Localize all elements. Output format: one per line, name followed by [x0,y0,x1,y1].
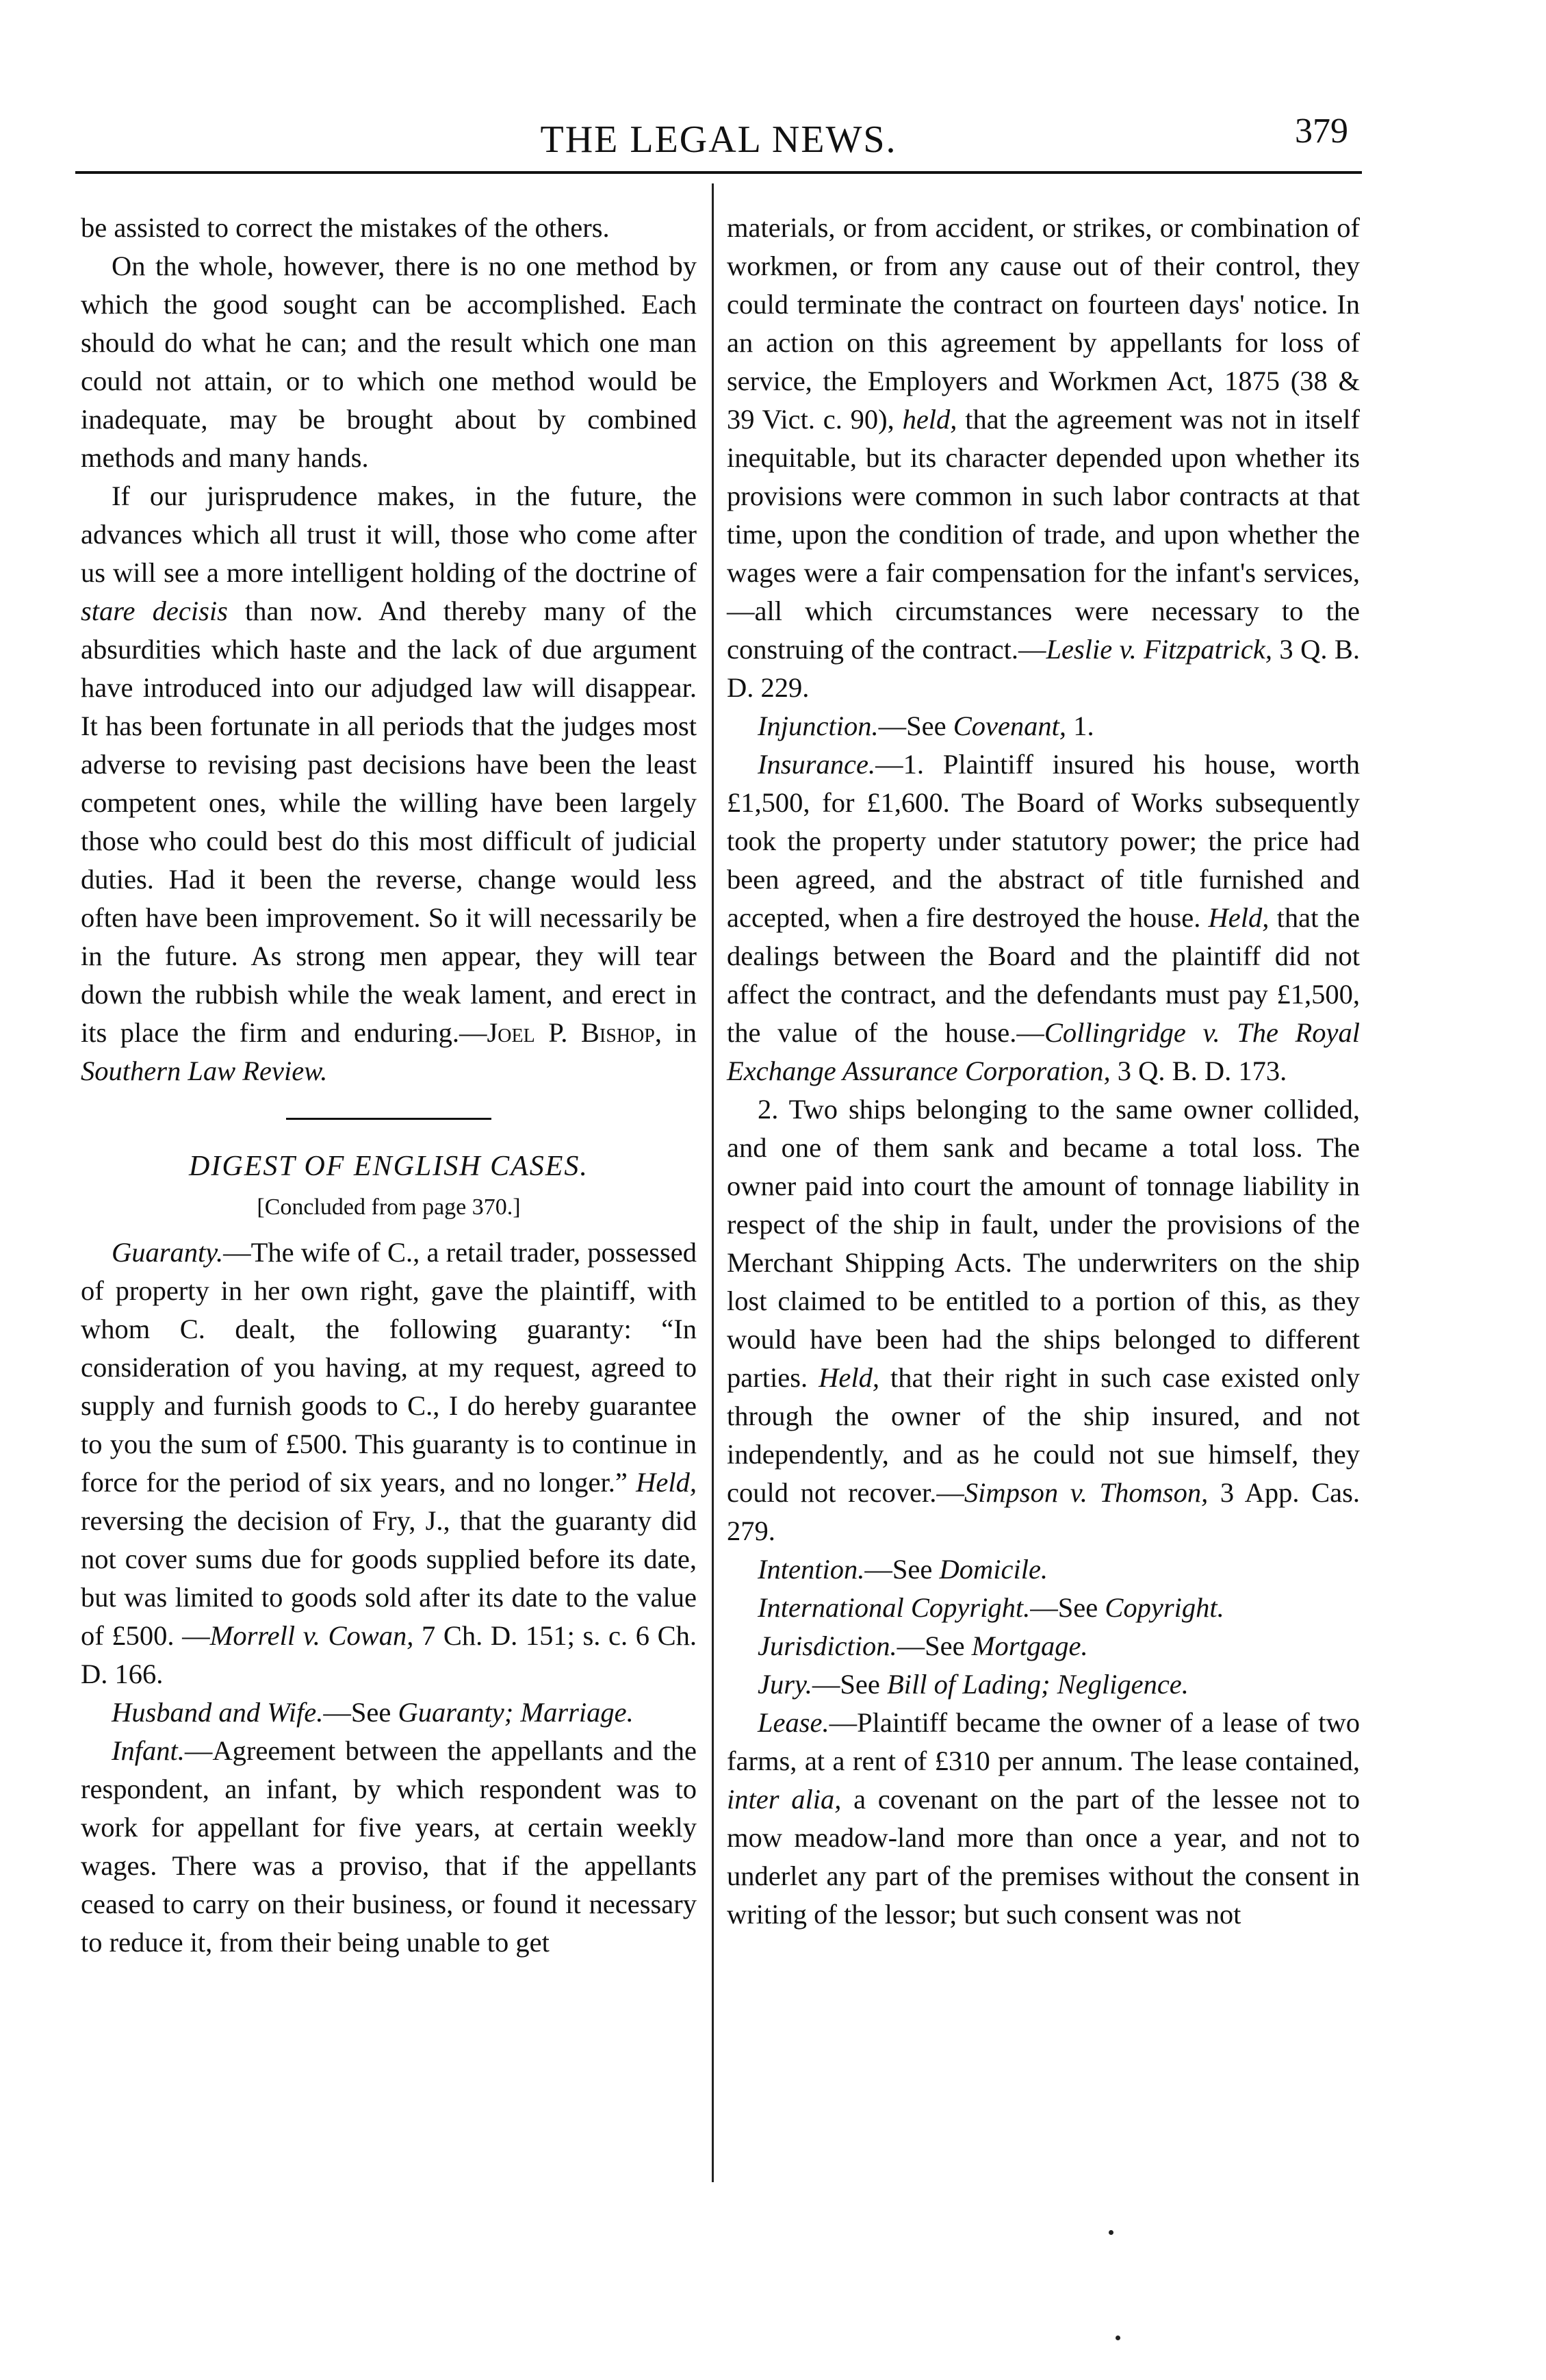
text: —See [897,1630,972,1661]
text: If our jurisprudence makes, in the future, the advances which all trust it will, those who come after us will see a more intelligent holding of the doctrine of [81,481,697,588]
digest-entry [727,745,1360,1090]
text: that the agreement was not in itself inequitable, but its character depended upon whether its provisions were common in such labor contracts at that time, upon the condition of trade, and upon whether the wages were a fair compensation for the infant's services,—all which circumstances were necessary to the construing of the contract.— [727,404,1361,665]
text: that their right in such case existed only through the owner of the ship insured, and not independently, and as he could not sue himself, they could not recover.— [727,1362,1360,1508]
cross-reference: Covenant, [953,711,1067,741]
text: —Agreement between the appellants and the respondent, an infant, by which respondent was to work for appellant for five years, at certain weekly wages. There was a proviso, that if the appellants ceased to carry on their business, or found it necessary to reduce it, from their being unable to get [81,1735,697,1958]
emphasis: inter alia, [727,1784,842,1815]
digest-entry [727,707,1360,745]
paragraph [727,209,1360,707]
right-column [727,209,1360,1934]
paragraph: On the whole, however, there is no one method by which the good sought can be accomplished. Each should do what he can; and the result which one man could not attain, or to which one method would be inadequate, may be brought about by combined methods and many hands. [81,251,697,473]
text: —See [864,1554,940,1585]
emphasis: Held, [636,1467,697,1498]
text: —See [812,1669,887,1700]
text: than now. And thereby many of the absurdities which haste and the lack of due argument have introduced into our adjudged law will disappear. It has been fortunate in all periods that the judges most adverse to revising past decisions have been the least competent ones, while the willing have been largely those who could best do this most difficult of judicial duties. Had it been the reverse, change would less often have been improvement. So it will necessarily be in the future. As strong men appear, they will tear down the rubbish while the weak lament, and erect in its place the firm and enduring.— [81,596,697,1048]
digest-entry [727,1550,1360,1589]
page-number: 379 [1295,112,1348,151]
case-name: Collingridge v. The Royal Exchange Assurance Corporation, [727,1017,1360,1086]
text: that the dealings between the Board and the plaintiff did not affect the contract, and the defendants must pay £1,500, the value of the house.— [727,902,1360,1048]
cross-reference: Copyright. [1105,1592,1224,1623]
case-name: Morrell v. Cowan, [209,1620,414,1651]
paragraph [81,477,697,1090]
cross-reference: Mortgage. [971,1630,1088,1661]
entry-heading: Lease. [758,1707,829,1738]
cross-reference: Domicile. [939,1554,1048,1585]
digest-entry [81,1233,697,1693]
text: —The wife of C., a retail trader, possessed of property in her own right, gave the plaintiff, with whom C. dealt, the following guaranty: “In consideration of you having, at my request, agreed to supply and furnish goods to C., I do hereby guarantee to you the sum of £500. This guaranty is to continue in force for the period of six years, and no longer.” [81,1237,697,1498]
entry-heading: Husband and Wife. [112,1697,324,1728]
cross-reference: Bill of Lading; Negligence. [886,1669,1189,1700]
text: , in [654,1017,697,1048]
section-title: DIGEST OF ENGLISH CASES. [189,1151,589,1182]
text: —Plaintiff became the owner of a lease of two farms, at a rent of £310 per annum. The lease contained, [727,1707,1360,1776]
digest-entry [727,1627,1360,1665]
digest-entry [727,1704,1360,1934]
cross-reference: Guaranty; Marriage. [398,1697,634,1728]
case-name: Simpson v. Thomson, [964,1477,1209,1508]
page-header [75,103,1362,164]
text: —See [323,1697,398,1728]
emphasis: held, [902,404,957,435]
entry-heading: Guaranty. [112,1237,224,1268]
text: reversing the decision of Fry, J., that the guaranty did not cover sums due for goods supplied before its date, but was limited to goods sold after its date to the value of £500. — [81,1505,697,1651]
digest-entry [727,1589,1360,1627]
digest-entry [81,1693,697,1732]
text: —1. Plaintiff insured his house, worth £1,500, for £1,600. The Board of Works subsequently took the property under statutory power; the price had been agreed, and the abstract of title furnished and accepted, when a fire destroyed the house. [727,749,1360,933]
entry-heading: International Copyright. [758,1592,1031,1623]
entry-heading: Jury. [758,1669,812,1700]
citation: 3 Q. B. D. 229. [727,634,1360,703]
text: 1. [1066,711,1094,741]
entry-heading: Jurisdiction. [758,1630,897,1661]
text: a covenant on the part of the lessee not to mow meadow-land more than once a year, and not to underlet any part of the premises without the consent in writing of the lessor; but such consent was not [727,1784,1360,1930]
emphasis: Held, [1208,902,1270,933]
print-speck [1109,2230,1113,2235]
running-title: THE LEGAL NEWS. [540,118,897,161]
emphasis: Held, [819,1362,879,1393]
entry-heading: Intention. [758,1554,865,1585]
digest-entry [81,1732,697,1962]
entry-heading: Insurance. [758,749,876,780]
text: —See [1030,1592,1105,1623]
left-column [81,209,697,1962]
text: materials, or from accident, or strikes, or combination of workmen, or from any cause out of their control, they could terminate the contract on fourteen days' notice. In an action on this agreement by appellants for loss of service, the Employers and Workmen Act, 1875 (38 & 39 Vict. c. 90), [727,212,1360,435]
source-title: Southern Law Review. [81,1055,328,1086]
entry-heading: Injunction. [758,711,879,741]
column-divider [712,183,714,2182]
citation: 7 Ch. D. 151; s. c. 6 Ch. D. 166. [81,1620,697,1689]
citation: 3 App. Cas. 279. [727,1477,1361,1546]
text: —See [878,711,953,741]
emphasis: stare decisis [81,596,228,626]
continuation-note: [Concluded from page 370.] [257,1194,521,1220]
header-rule [75,171,1362,174]
text: 2. Two ships belonging to the same owner collided, and one of them sank and became a total loss. The owner paid into court the amount of tonnage liability in respect of the ship in fault, under the provisions of the Merchant Shipping Acts. The underwriters on the ship lost claimed to be entitled to a portion of this, as they would have been had the ships belonged to different parties. [727,1094,1360,1393]
digest-entry [727,1665,1360,1704]
citation: 3 Q. B. D. 173. [1110,1055,1287,1086]
author-name: Joel P. Bishop [487,1017,655,1048]
paragraph: be assisted to correct the mistakes of the others. [81,212,610,243]
case-name: Leslie v. Fitzpatrick, [1046,634,1272,665]
print-speck [1116,2336,1120,2340]
entry-heading: Infant. [112,1735,185,1766]
digest-entry [727,1090,1360,1550]
section-separator [286,1118,491,1120]
